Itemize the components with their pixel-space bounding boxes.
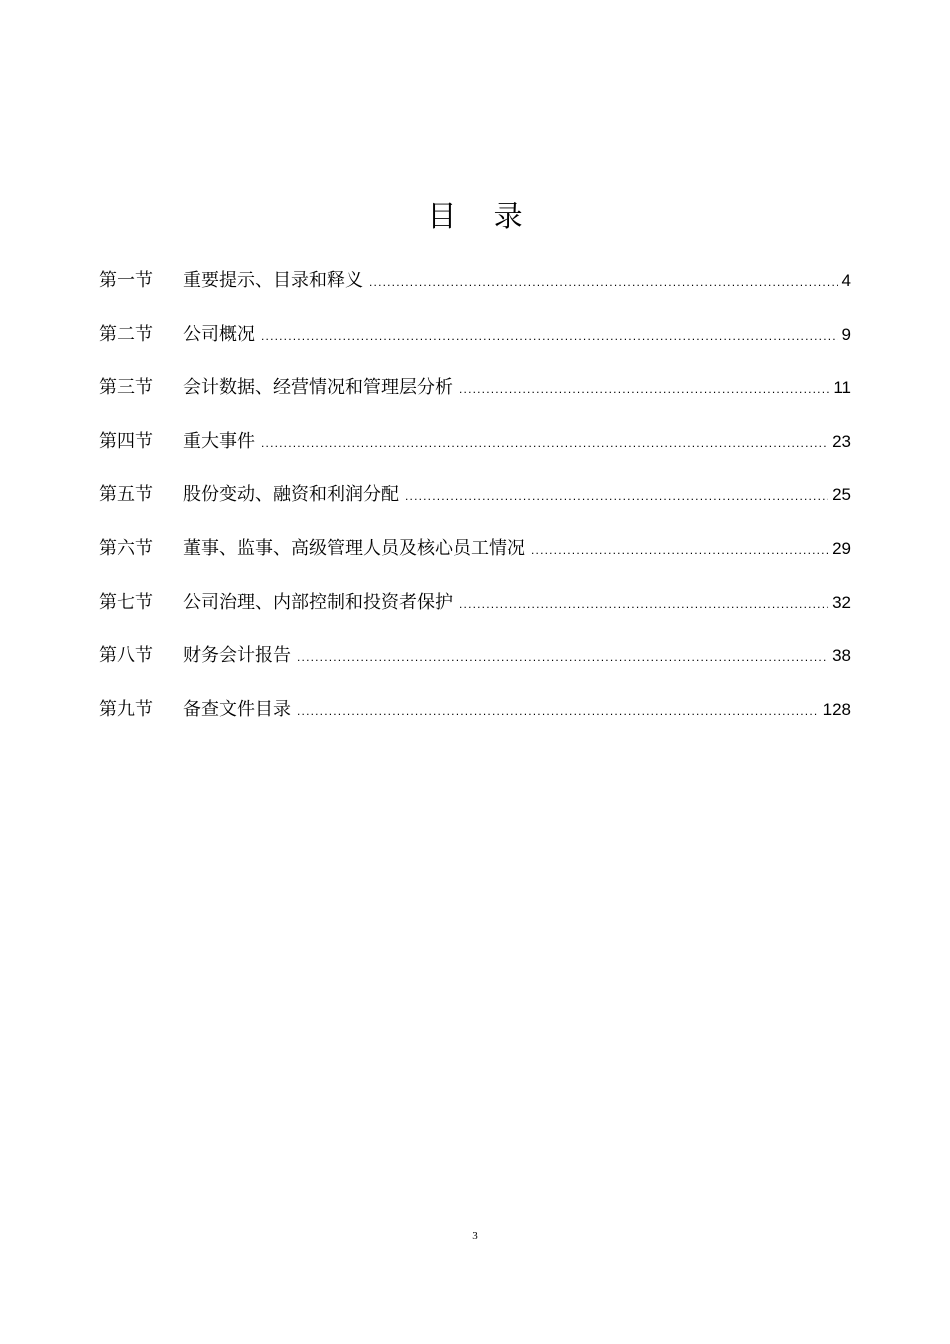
- toc-dot-leader: [261, 321, 838, 351]
- toc-page-number: 128: [822, 699, 851, 719]
- toc-section-number: 第五节: [99, 484, 153, 506]
- toc-entry[interactable]: [99, 534, 851, 588]
- toc-heading: 目 录: [427, 199, 537, 233]
- toc-section-number: 第六节: [99, 537, 153, 559]
- toc-section-title: 会计数据、经营情况和管理层分析: [183, 377, 453, 399]
- toc-dot-leader: [459, 374, 829, 404]
- toc-section-number: 第七节: [99, 591, 153, 613]
- toc-dot-leader: [261, 428, 828, 458]
- toc-section-number: 第三节: [99, 377, 153, 399]
- toc-dot-leader: [459, 589, 828, 619]
- toc-section-title: 股份变动、融资和利润分配: [183, 484, 399, 506]
- toc-page-number: 38: [832, 646, 851, 666]
- toc-dot-leader: [369, 267, 838, 297]
- toc-section-number: 第一节: [99, 270, 153, 291]
- toc-page-number: 9: [841, 324, 851, 344]
- toc-section-title: 公司治理、内部控制和投资者保护: [183, 591, 453, 613]
- toc-page-number: 11: [833, 378, 851, 398]
- toc-section-title: 董事、监事、高级管理人员及核心员工情况: [183, 537, 525, 559]
- toc-entry[interactable]: [99, 266, 851, 320]
- toc-section-number: 第四节: [99, 430, 153, 452]
- toc-entry[interactable]: [99, 695, 851, 749]
- toc-entry[interactable]: [99, 641, 851, 695]
- toc-entry[interactable]: [99, 480, 851, 534]
- toc-dot-leader: [531, 535, 828, 565]
- table-of-contents: [99, 266, 851, 748]
- toc-page-number: 29: [832, 538, 851, 558]
- toc-section-number: 第二节: [99, 323, 153, 345]
- toc-section-title: 备查文件目录: [183, 698, 291, 720]
- toc-entry[interactable]: [99, 588, 851, 642]
- toc-page-number: 4: [841, 271, 851, 290]
- toc-entry[interactable]: [99, 373, 851, 427]
- page-footer-number: 3: [472, 1230, 478, 1242]
- toc-page-number: 32: [832, 592, 851, 612]
- toc-section-number: 第八节: [99, 645, 153, 667]
- toc-section-title: 财务会计报告: [183, 645, 291, 667]
- toc-dot-leader: [297, 642, 828, 672]
- toc-dot-leader: [405, 481, 828, 511]
- toc-dot-leader: [297, 696, 819, 726]
- toc-entry[interactable]: [99, 320, 851, 374]
- toc-section-title: 重要提示、目录和释义: [183, 270, 363, 291]
- toc-entry[interactable]: [99, 427, 851, 481]
- toc-page-number: 25: [832, 485, 851, 505]
- toc-section-number: 第九节: [99, 698, 153, 720]
- toc-page-number: 23: [832, 431, 851, 451]
- toc-section-title: 公司概况: [183, 323, 255, 345]
- toc-section-title: 重大事件: [183, 430, 255, 452]
